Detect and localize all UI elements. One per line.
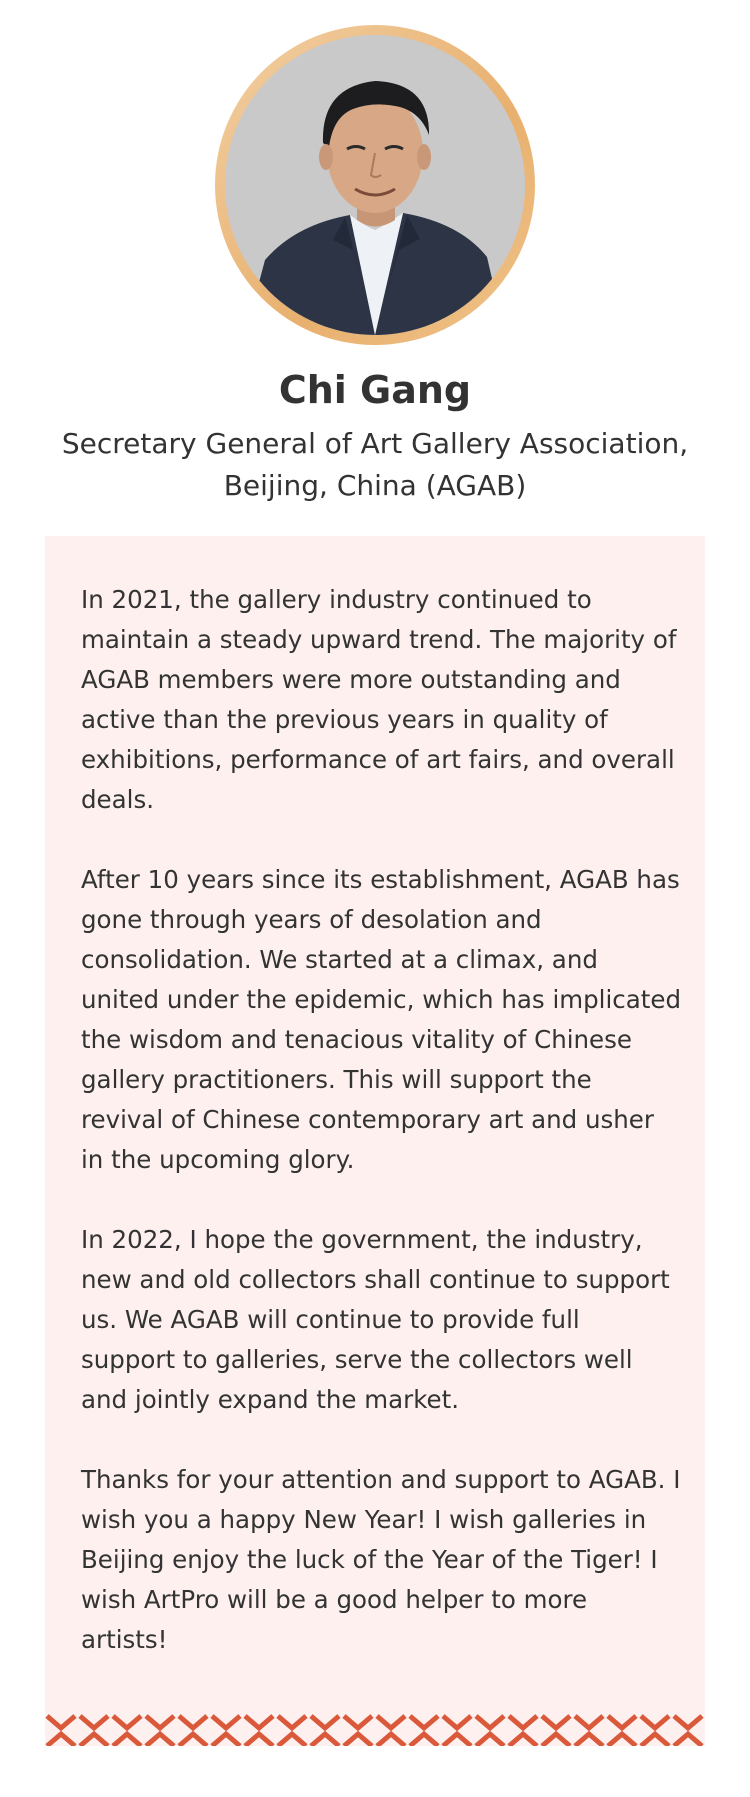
letter-card [45,536,705,1746]
letter-paragraph: Thanks for your attention and support to AGAB. I wish you a happy New Year! I wish galleries in Beijing enjoy the luck of the Year of the Tiger! I wish ArtPro will be a good helper to more artists! [81,1465,681,1654]
letter-paragraph: In 2022, I hope the government, the industry, new and old collectors shall continue to support us. We AGAB will continue to provide full support to galleries, serve the collectors well and jointly expand the market. [81,1225,670,1414]
letter-body [81,580,681,1700]
letter-paragraph: In 2021, the gallery industry continued to maintain a steady upward trend. The majority of AGAB members were more outstanding and active than the previous years in quality of exhibitions, performance of art fairs, and overall deals. [81,585,677,814]
person-title: Secretary General of Art Gallery Association, Beijing, China (AGAB) [61,427,689,502]
chevron-border-pattern [45,1712,705,1746]
letter-paragraph: After 10 years since its establishment, AGAB has gone through years of desolation and consolidation. We started at a climax, and united under the epidemic, which has implicated the wisdom and tenacious vitality of Chinese gallery practitioners. This will support the revival of Chinese contemporary art and usher in the upcoming glory. [81,865,681,1174]
portrait-photo [225,35,525,335]
avatar [225,35,525,335]
person-name: Chi Gang [278,368,472,412]
avatar-ring [215,25,535,345]
